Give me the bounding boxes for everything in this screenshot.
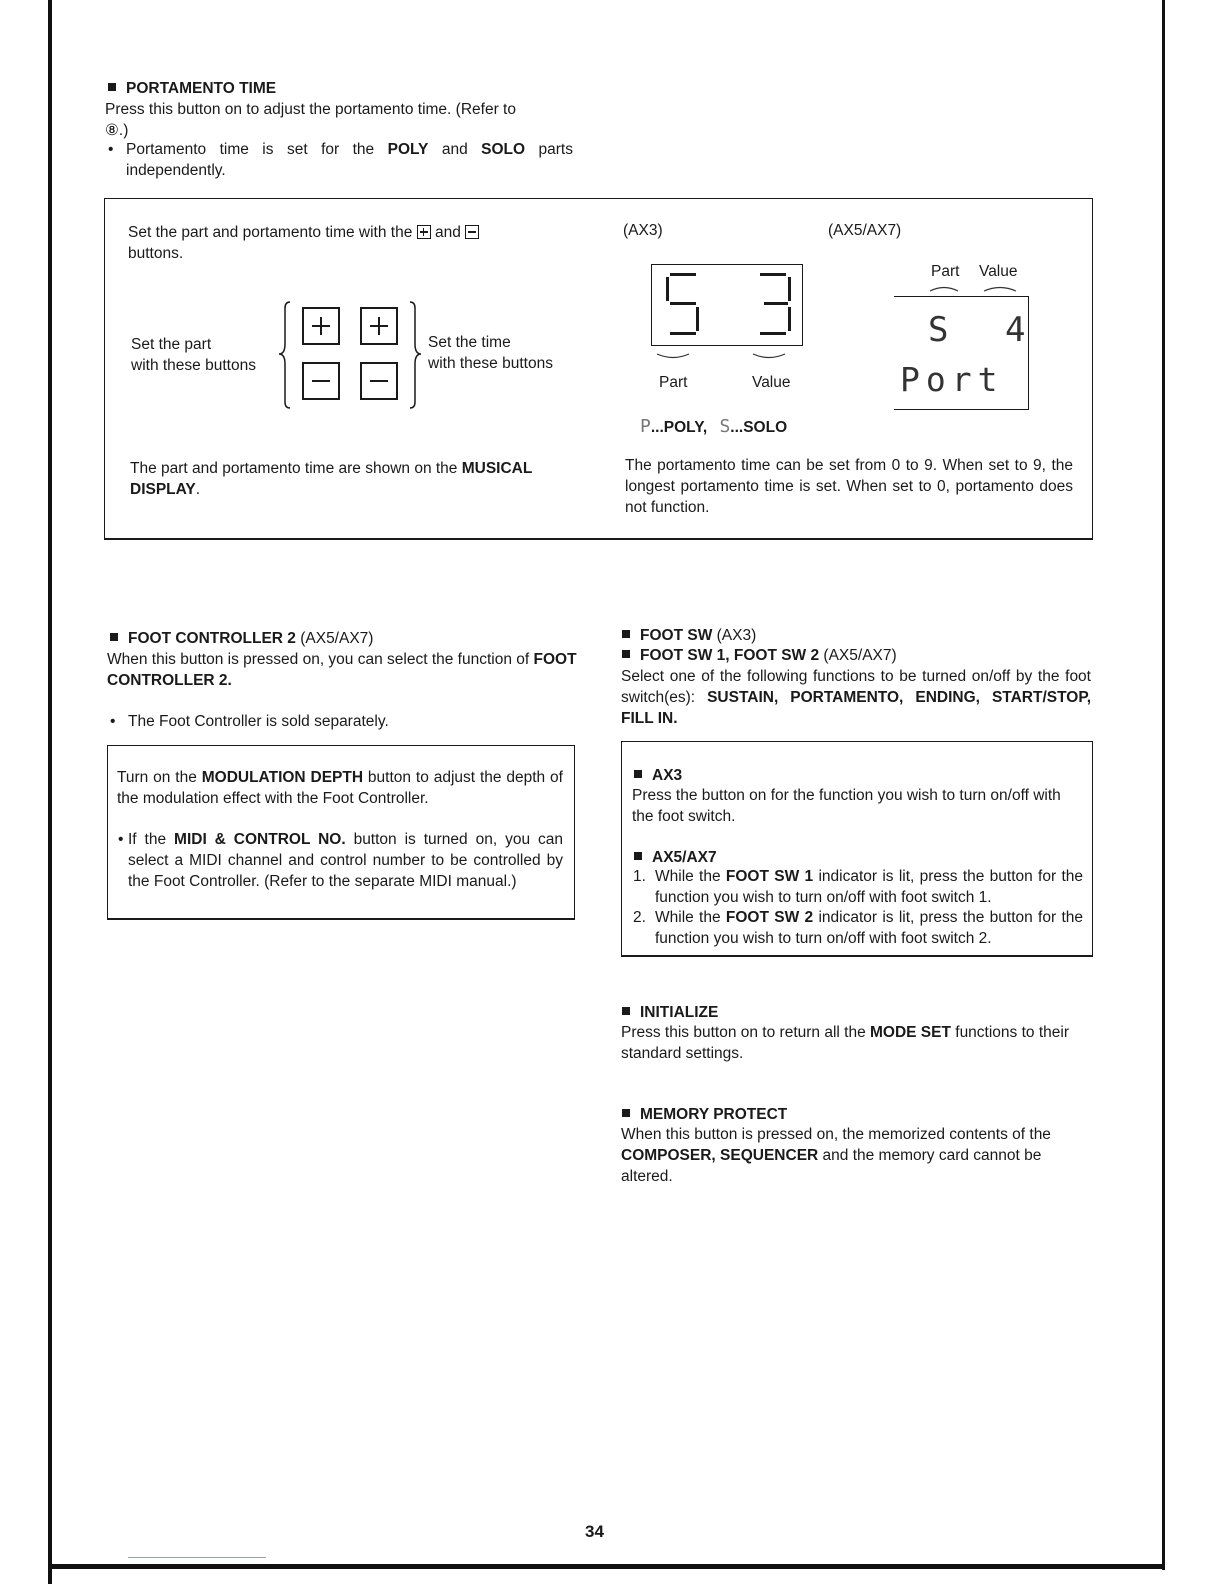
right-brace-icon <box>410 302 421 408</box>
led-segment <box>760 273 786 276</box>
portamento-bullet: • Portamento time is set for the POLY and SOLO parts independently. <box>108 141 573 179</box>
led-segment <box>760 332 786 335</box>
foot-sw-1-2-heading: FOOT SW 1, FOOT SW 2 (AX5/AX7) <box>622 647 897 665</box>
ax3-subheading: AX3 <box>634 767 682 785</box>
overbrace-icon <box>930 288 958 292</box>
foot-controller-intro: When this button is pressed on, you can select the function of FOOT CONTROLLER 2. <box>107 651 577 689</box>
lcd-line-2: Port <box>900 360 1004 399</box>
musical-display-note: The part and portamento time are shown on the MUSICAL DISPLAY. <box>130 460 533 498</box>
square-bullet-icon <box>108 83 116 91</box>
initialize-text: Press this button on to return all the MODE SET functions to their standard settings. <box>621 1024 1069 1062</box>
modulation-depth-note: Turn on the MODULATION DEPTH button to adjust the depth of the modulation effect with the Foot Controller. <box>117 769 563 807</box>
page-border-left <box>48 0 52 1584</box>
led-segment <box>788 277 791 301</box>
led-segment <box>696 307 699 331</box>
foot-controller-heading: FOOT CONTROLLER 2 (AX5/AX7) <box>110 630 373 648</box>
page-number: 34 <box>585 1522 604 1541</box>
bracket-diagram <box>276 296 426 412</box>
left-brace-icon <box>279 302 290 408</box>
scan-mark-line <box>128 1557 266 1558</box>
portamento-range-note: The portamento time can be set from 0 to 9. When set to 9, the longest portamento time is set. When set to 0, portamento does not function. <box>625 457 1073 516</box>
lcd-line-1: S 4 <box>928 310 1044 350</box>
ax57-part-label: Part <box>931 263 960 280</box>
foot-sw-heading: FOOT SW (AX3) <box>622 627 756 645</box>
led-segment <box>670 332 696 335</box>
ax3-instruction: Press the button on for the function you wish to turn on/off with the foot switch. <box>632 787 1061 825</box>
ax3-value-label: Value <box>752 374 791 391</box>
part-legend: P...POLY, S...SOLO <box>640 416 788 437</box>
square-bullet-icon <box>622 650 630 658</box>
ax57-subheading: AX5/AX7 <box>634 849 717 867</box>
led-segment <box>670 302 696 305</box>
foot-sw-intro: Select one of the following functions to be turned on/off by the foot switch(es): SUSTAIN, PORTAMENTO, ENDING, START/STOP, FILL IN. <box>621 668 1092 727</box>
set-part-label: Set the part with these buttons <box>131 336 256 374</box>
ax3-label: (AX3) <box>623 222 663 239</box>
lcd-overbraces <box>924 282 1024 294</box>
portamento-heading: PORTAMENTO TIME <box>108 80 276 98</box>
square-bullet-icon <box>622 1007 630 1015</box>
square-bullet-icon <box>622 1109 630 1117</box>
set-time-label: Set the time with these buttons <box>428 334 553 372</box>
initialize-heading: INITIALIZE <box>622 1004 718 1022</box>
portamento-intro: Press this button on to adjust the portamento time. (Refer to ⑧.) <box>105 101 516 139</box>
ax57-value-label: Value <box>979 263 1018 280</box>
square-bullet-icon <box>622 630 630 638</box>
part-plus-button-icon <box>302 307 340 345</box>
memory-protect-heading: MEMORY PROTECT <box>622 1106 787 1124</box>
underbrace-icon <box>657 354 689 358</box>
portamento-box-instruction: Set the part and portamento time with the and buttons. <box>128 222 576 264</box>
overbrace-icon <box>984 288 1016 292</box>
ax57-label: (AX5/AX7) <box>828 222 902 239</box>
page-border-bottom <box>48 1564 1165 1569</box>
ax57-step-1: 1. While the FOOT SW 1 indicator is lit, press the button for the function you wish to turn on/off with foot switch 1. <box>633 868 1083 906</box>
led-segment <box>788 307 791 331</box>
time-plus-button-icon <box>360 307 398 345</box>
plus-key-icon <box>417 225 431 239</box>
foot-controller-bullet: • The Foot Controller is sold separately. <box>110 713 389 730</box>
part-minus-button-icon <box>302 362 340 400</box>
led-segment <box>670 273 696 276</box>
ax57-step-2: 2. While the FOOT SW 2 indicator is lit, press the button for the function you wish to turn on/off with foot switch 2. <box>633 909 1083 947</box>
square-bullet-icon <box>634 852 642 860</box>
minus-key-icon <box>465 225 479 239</box>
page-border-right <box>1162 0 1165 1570</box>
midi-control-note: • If the MIDI & CONTROL NO. button is turned on, you can select a MIDI channel and control number to be controlled by the Foot Controller. (Refer to the separate MIDI manual.) <box>118 831 563 890</box>
underbrace-icon <box>753 354 785 358</box>
display-underbraces <box>651 350 803 364</box>
square-bullet-icon <box>110 633 118 641</box>
ax3-led-display <box>651 264 803 346</box>
ax3-part-label: Part <box>659 374 688 391</box>
memory-protect-text: When this button is pressed on, the memorized contents of the COMPOSER, SEQUENCER and the memory card cannot be altered. <box>621 1126 1051 1185</box>
led-segment <box>764 302 788 305</box>
led-segment <box>666 277 669 301</box>
time-minus-button-icon <box>360 362 398 400</box>
square-bullet-icon <box>634 770 642 778</box>
